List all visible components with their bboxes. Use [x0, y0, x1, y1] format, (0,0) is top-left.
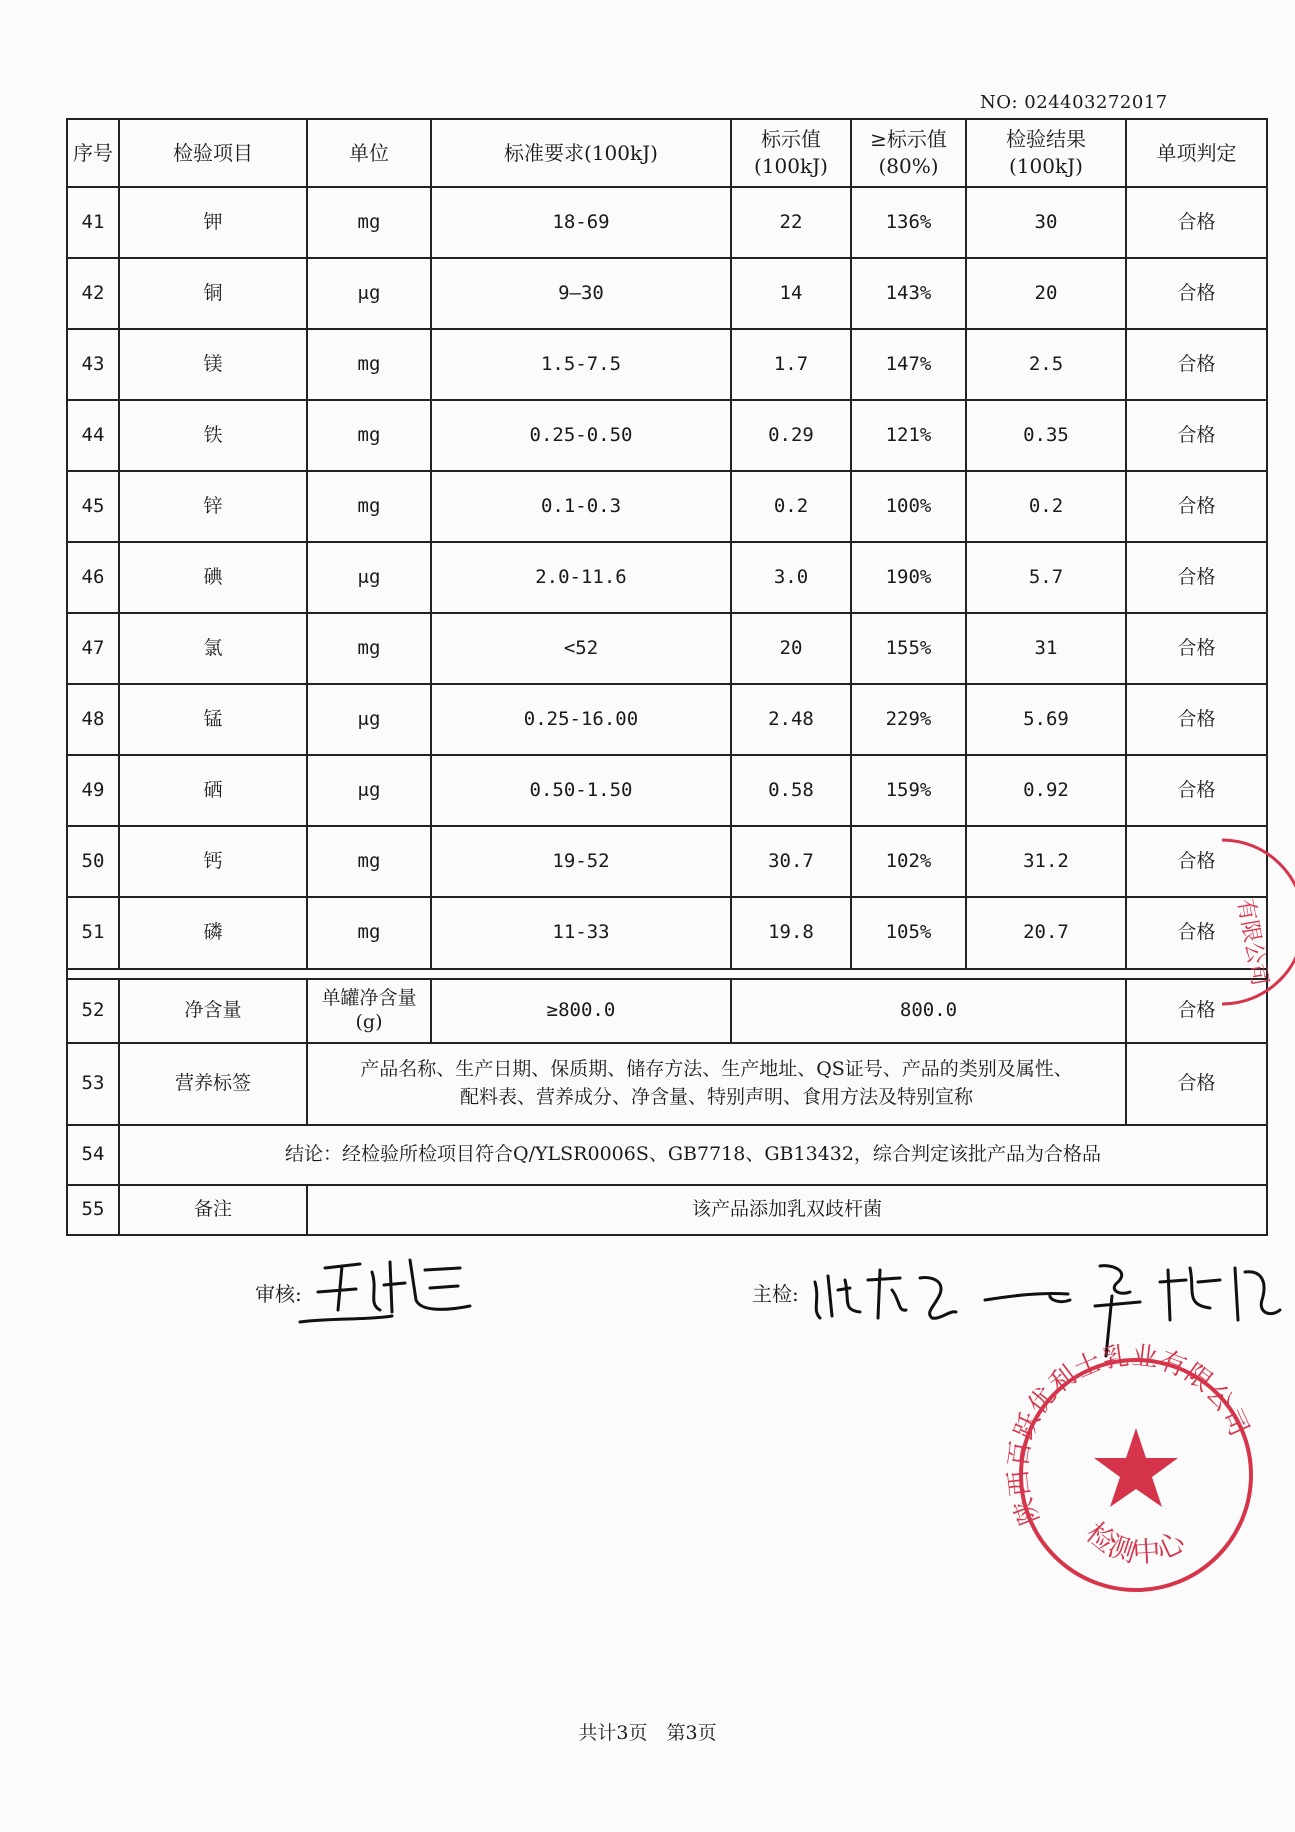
row-ratio: 102% — [851, 826, 966, 897]
row-judgement: 合格 — [1126, 1043, 1267, 1125]
row-standard: 18-69 — [431, 187, 731, 258]
row-item: 锰 — [119, 684, 307, 755]
report-number: NO: 024403272017 — [980, 92, 1168, 113]
row-item: 净含量 — [119, 979, 307, 1043]
row-ratio: 121% — [851, 400, 966, 471]
row-judgement: 合格 — [1126, 897, 1267, 969]
row-judgement: 合格 — [1126, 400, 1267, 471]
row-ratio: 229% — [851, 684, 966, 755]
row-unit: mg — [307, 329, 431, 400]
row-standard: 0.25-16.00 — [431, 684, 731, 755]
row-no: 55 — [67, 1185, 119, 1235]
row-item: 镁 — [119, 329, 307, 400]
row-standard: 1.5-7.5 — [431, 329, 731, 400]
row-ratio: 190% — [851, 542, 966, 613]
row-ratio: 105% — [851, 897, 966, 969]
row-ratio: 143% — [851, 258, 966, 329]
header-result: 检验结果 (100kJ) — [966, 119, 1126, 187]
row-label-value: 19.8 — [731, 897, 851, 969]
inspection-table — [66, 118, 1268, 1236]
row-no: 52 — [67, 979, 119, 1043]
header-item: 检验项目 — [119, 119, 307, 187]
row-judgement: 合格 — [1126, 542, 1267, 613]
row-result: 0.35 — [966, 400, 1126, 471]
inspector-signatures — [815, 1266, 1280, 1356]
table-row — [67, 400, 1267, 471]
row-item: 钾 — [119, 187, 307, 258]
table-row — [67, 897, 1267, 969]
stamp-star-icon — [1094, 1428, 1178, 1507]
row-judgement: 合格 — [1126, 979, 1267, 1043]
row-no: 53 — [67, 1043, 119, 1125]
row-judgement: 合格 — [1126, 187, 1267, 258]
row-result: 20 — [966, 258, 1126, 329]
row-unit: μg — [307, 755, 431, 826]
table-row — [67, 826, 1267, 897]
row-judgement: 合格 — [1126, 471, 1267, 542]
row-label-value: 0.29 — [731, 400, 851, 471]
row-unit: mg — [307, 897, 431, 969]
row-no: 44 — [67, 400, 119, 471]
row-label-value: 1.7 — [731, 329, 851, 400]
row-unit: mg — [307, 613, 431, 684]
row-judgement: 合格 — [1126, 755, 1267, 826]
row-standard: <52 — [431, 613, 731, 684]
row-item: 硒 — [119, 755, 307, 826]
header-ratio: ≥标示值 (80%) — [851, 119, 966, 187]
row-standard: 11-33 — [431, 897, 731, 969]
row-no: 43 — [67, 329, 119, 400]
row-no: 48 — [67, 684, 119, 755]
row-unit: μg — [307, 542, 431, 613]
stamp-text-top: 陕西百跃优利士乳业有限公司 — [1003, 1340, 1255, 1529]
row-standard: 0.50-1.50 — [431, 755, 731, 826]
row-remark: 该产品添加乳双歧杆菌 — [307, 1185, 1267, 1235]
table-row — [67, 755, 1267, 826]
header-unit: 单位 — [307, 119, 431, 187]
row-no: 50 — [67, 826, 119, 897]
table-row — [67, 684, 1267, 755]
row-label-value: 0.58 — [731, 755, 851, 826]
row-unit: mg — [307, 471, 431, 542]
row-item: 钙 — [119, 826, 307, 897]
row-judgement: 合格 — [1126, 684, 1267, 755]
row-conclusion: 结论：经检验所检项目符合Q/YLSR0006S、GB7718、GB13432，综合判定该批产品为合格品 — [119, 1125, 1267, 1185]
inspector-label: 主检: — [752, 1282, 799, 1306]
row-label-value: 14 — [731, 258, 851, 329]
table-row — [67, 471, 1267, 542]
row-ratio: 100% — [851, 471, 966, 542]
row-item: 铜 — [119, 258, 307, 329]
row-result: 5.69 — [966, 684, 1126, 755]
row-standard: ≥800.0 — [431, 979, 731, 1043]
row-no: 46 — [67, 542, 119, 613]
table-row — [67, 258, 1267, 329]
row-result: 31 — [966, 613, 1126, 684]
row-judgement: 合格 — [1126, 329, 1267, 400]
row-result: 2.5 — [966, 329, 1126, 400]
table-row — [67, 1043, 1267, 1125]
row-no: 54 — [67, 1125, 119, 1185]
row-no: 51 — [67, 897, 119, 969]
row-result: 31.2 — [966, 826, 1126, 897]
row-result: 0.2 — [966, 471, 1126, 542]
row-item: 锌 — [119, 471, 307, 542]
row-standard: 0.25-0.50 — [431, 400, 731, 471]
table-row — [67, 1185, 1267, 1235]
reviewer-signature — [300, 1260, 470, 1322]
row-no: 42 — [67, 258, 119, 329]
row-item: 备注 — [119, 1185, 307, 1235]
header-standard: 标准要求(100kJ) — [431, 119, 731, 187]
table-row — [67, 329, 1267, 400]
row-label-value: 22 — [731, 187, 851, 258]
row-judgement: 合格 — [1126, 258, 1267, 329]
row-judgement: 合格 — [1126, 826, 1267, 897]
row-item: 营养标签 — [119, 1043, 307, 1125]
table-gap-row — [67, 969, 1267, 979]
row-unit: 单罐净含量 (g) — [307, 979, 431, 1043]
svg-text:陕西百跃优利士乳业有限公司 — [1003, 1341, 1254, 1529]
row-ratio: 147% — [851, 329, 966, 400]
row-unit: mg — [307, 400, 431, 471]
table-row — [67, 542, 1267, 613]
row-standard: 0.1-0.3 — [431, 471, 731, 542]
header-no: 序号 — [67, 119, 119, 187]
row-item: 铁 — [119, 400, 307, 471]
row-result: 20.7 — [966, 897, 1126, 969]
table-row — [67, 187, 1267, 258]
svg-text:检测中心 — [1080, 1516, 1191, 1570]
row-label-value: 30.7 — [731, 826, 851, 897]
row-unit: μg — [307, 684, 431, 755]
row-unit: μg — [307, 258, 431, 329]
row-no: 45 — [67, 471, 119, 542]
row-result: 800.0 — [731, 979, 1126, 1043]
row-item: 碘 — [119, 542, 307, 613]
row-result: 5.7 — [966, 542, 1126, 613]
header-label-value: 标示值 (100kJ) — [731, 119, 851, 187]
row-ratio: 136% — [851, 187, 966, 258]
row-standard: 2.0-11.6 — [431, 542, 731, 613]
row-no: 49 — [67, 755, 119, 826]
table-row — [67, 1125, 1267, 1185]
row-unit: mg — [307, 187, 431, 258]
stamp-text-bottom: 检测中心 — [1079, 1515, 1190, 1570]
row-judgement: 合格 — [1126, 613, 1267, 684]
row-content: 产品名称、生产日期、保质期、储存方法、生产地址、QS证号、产品的类别及属性、 配料表、营养成分、净含量、特别声明、食用方法及特别宣称 — [307, 1043, 1126, 1125]
row-label-value: 20 — [731, 613, 851, 684]
row-ratio: 155% — [851, 613, 966, 684]
reviewer-label: 审核: — [255, 1282, 302, 1306]
partial-stamp-text: 有限公司 — [1232, 896, 1272, 988]
row-unit: mg — [307, 826, 431, 897]
table-row — [67, 613, 1267, 684]
row-result: 0.92 — [966, 755, 1126, 826]
table-row — [67, 979, 1267, 1043]
row-label-value: 2.48 — [731, 684, 851, 755]
row-item: 磷 — [119, 897, 307, 969]
row-label-value: 0.2 — [731, 471, 851, 542]
page-footer: 共计3页 第3页 — [578, 1722, 717, 1744]
row-standard: 19-52 — [431, 826, 731, 897]
row-item: 氯 — [119, 613, 307, 684]
company-stamp — [1003, 1341, 1254, 1590]
row-no: 41 — [67, 187, 119, 258]
row-standard: 9—30 — [431, 258, 731, 329]
gap-cell — [67, 969, 1267, 979]
row-label-value: 3.0 — [731, 542, 851, 613]
row-no: 47 — [67, 613, 119, 684]
header-judgement: 单项判定 — [1126, 119, 1267, 187]
row-result: 30 — [966, 187, 1126, 258]
table-header-row — [67, 119, 1267, 187]
row-ratio: 159% — [851, 755, 966, 826]
